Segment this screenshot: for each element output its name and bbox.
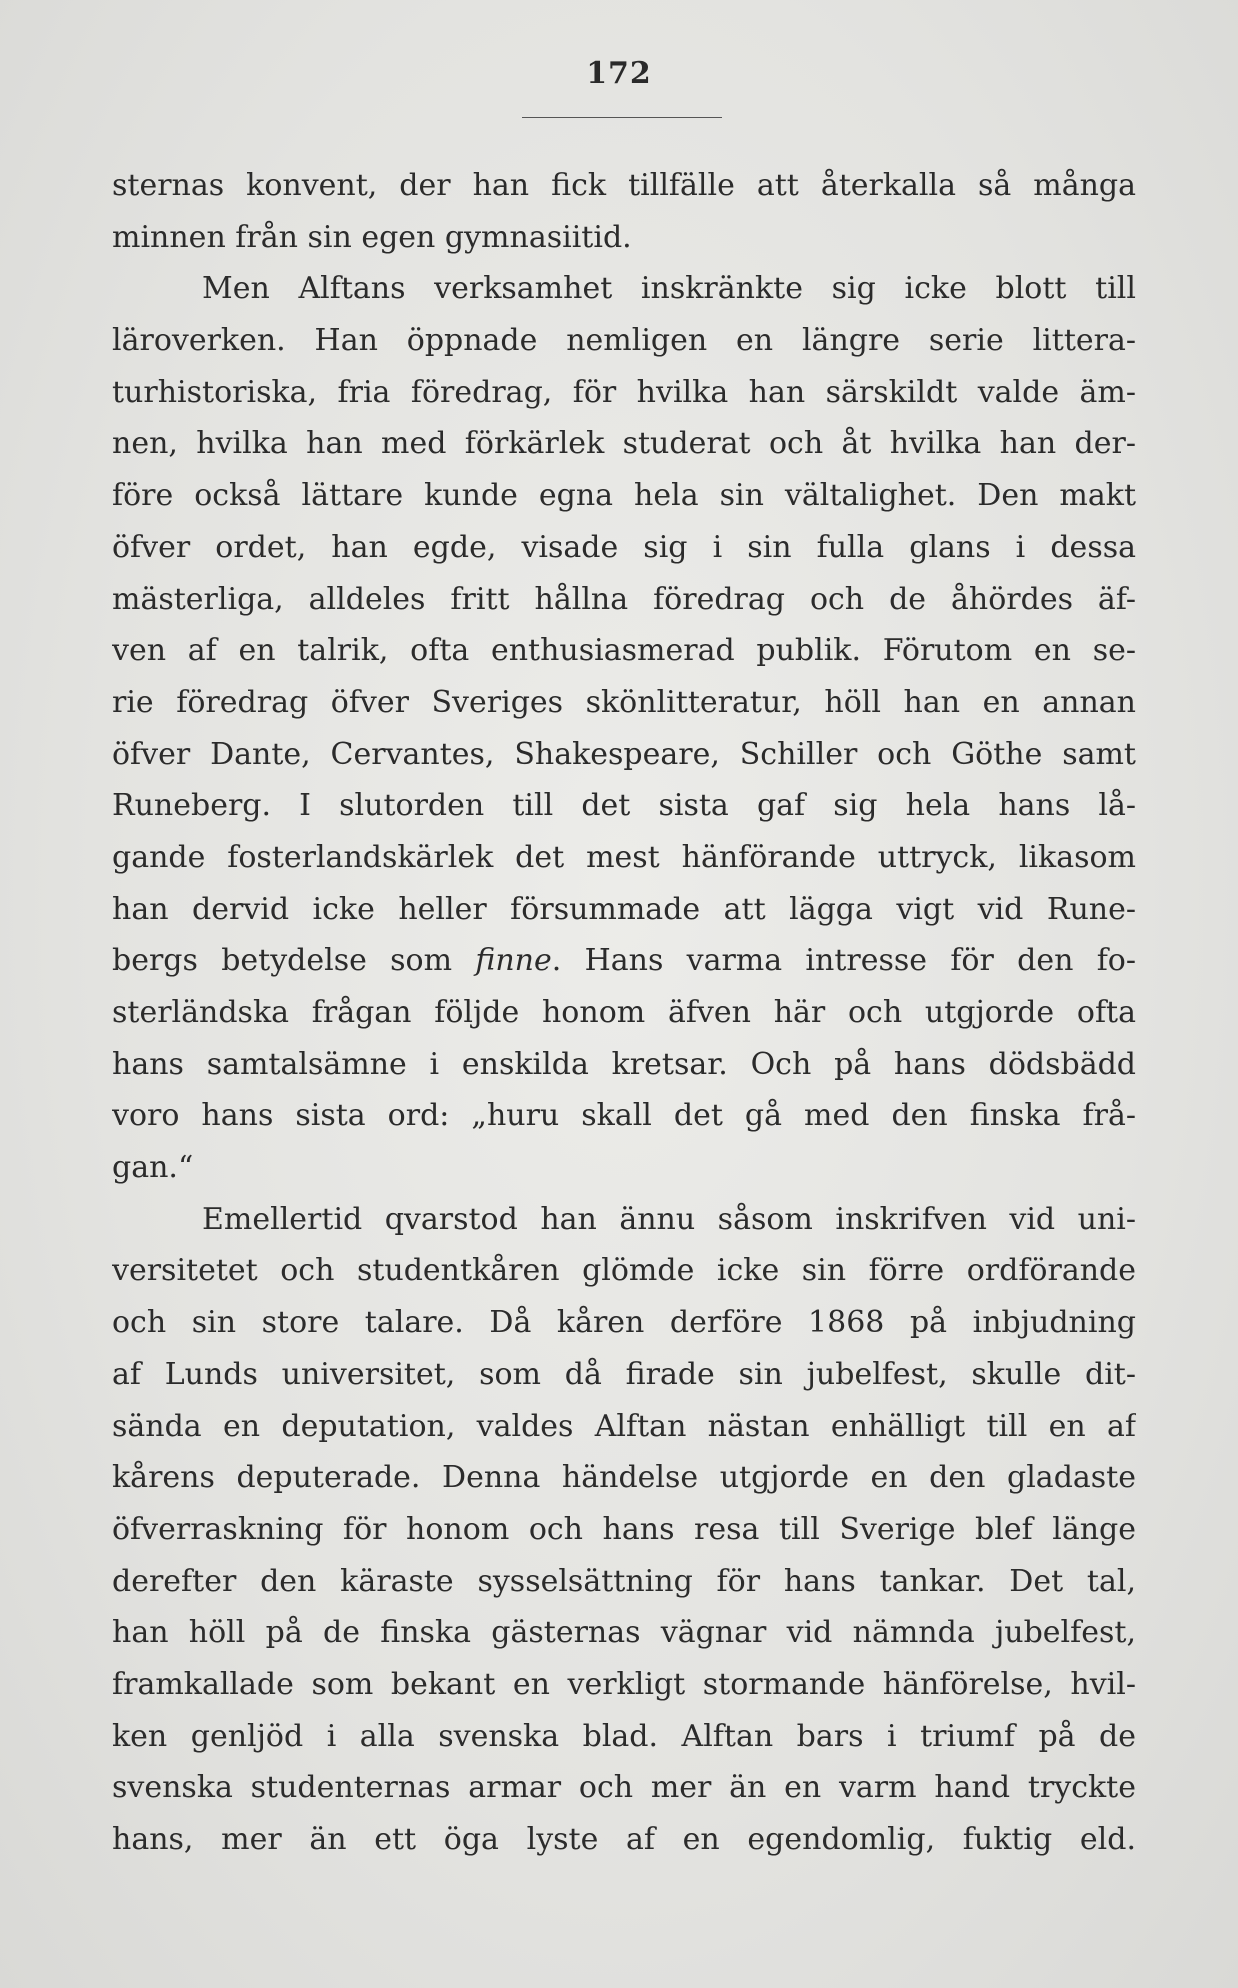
text-line: gan.“	[112, 1150, 194, 1186]
text-line: svenska studenternas armar och mer än en varm hand tryckte	[112, 1770, 1136, 1806]
text-line: rie föredrag öfver Sveriges skönlitteratur, höll han en annan	[112, 684, 1136, 720]
text-line: öfver Dante, Cervantes, Shakespeare, Schiller och Göthe samt	[112, 736, 1136, 772]
text-line: Runeberg. I slutorden till det sista gaf sig hela hans lå-	[112, 788, 1136, 824]
text-line: ven af en talrik, ofta enthusiasmerad publik. Förutom en se-	[112, 633, 1136, 669]
text-line: läroverken. Han öppnade nemligen en längre serie littera-	[112, 323, 1136, 359]
text-line: mästerliga, alldeles fritt hållna föredrag och de åhördes äf-	[112, 581, 1136, 617]
text-line: hans, mer än ett öga lyste af en egendomlig, fuktig eld.	[112, 1822, 1136, 1857]
text-line: sända en deputation, valdes Alftan nästan enhälligt till en af	[112, 1408, 1136, 1444]
text-line: öfverraskning för honom och hans resa till Sverige blef länge	[112, 1511, 1136, 1547]
text-line: före också lättare kunde egna hela sin vältalighet. Den makt	[112, 478, 1136, 514]
text-line: sterländska frågan följde honom äfven här och utgjorde ofta	[112, 995, 1136, 1030]
text-line: och sin store talare. Då kåren derföre 1868 på inbjudning	[112, 1305, 1136, 1341]
text-line: derefter den käraste sysselsättning för hans tankar. Det tal,	[112, 1563, 1136, 1599]
text-line: han höll på de finska gästernas vägnar vid nämnda jubelfest,	[112, 1615, 1136, 1651]
text-line: nen, hvilka han med förkärlek studerat och åt hvilka han der-	[112, 426, 1136, 462]
text-line	[112, 935, 1136, 987]
text-line: versitetet och studentkåren glömde icke sin förre ordförande	[112, 1253, 1136, 1289]
body-text	[112, 160, 1136, 1866]
text-line: hans samtalsämne i enskilda kretsar. Och på hans dödsbädd	[112, 1046, 1136, 1082]
text-line: sternas konvent, der han fick tillfälle att återkalla så många	[112, 168, 1136, 203]
text-line: han dervid icke heller försummade att lägga vigt vid Rune-	[112, 891, 1136, 927]
text-line: minnen från sin egen gymnasiitid.	[112, 219, 632, 255]
italic-word: finne	[475, 943, 552, 979]
text-segment: . Hans varma intresse för den fo-	[551, 943, 1136, 979]
header-rule	[522, 117, 722, 118]
page-number: 172	[586, 56, 652, 91]
text-line: framkallade som bekant en verkligt stormande hänförelse, hvil-	[112, 1666, 1136, 1702]
text-line: ken genljöd i alla svenska blad. Alftan bars i triumf på de	[112, 1718, 1136, 1754]
text-line: Men Alftans verksamhet inskränkte sig icke blott till	[202, 271, 1136, 307]
text-segment: bergs betydelse som	[112, 943, 476, 979]
text-line: öfver ordet, han egde, visade sig i sin fulla glans i dessa	[112, 529, 1136, 565]
text-line: turhistoriska, fria föredrag, för hvilka han särskildt valde äm-	[112, 374, 1136, 410]
text-line: af Lunds universitet, som då firade sin jubelfest, skulle dit-	[112, 1356, 1136, 1392]
text-line: Emellertid qvarstod han ännu såsom inskrifven vid uni-	[202, 1201, 1136, 1237]
text-line: gande fosterlandskärlek det mest hänförande uttryck, likasom	[112, 839, 1136, 875]
text-line: voro hans sista ord: „huru skall det gå med den finska frå-	[112, 1098, 1136, 1134]
text-line: kårens deputerade. Denna händelse utgjorde en den gladaste	[112, 1460, 1136, 1496]
